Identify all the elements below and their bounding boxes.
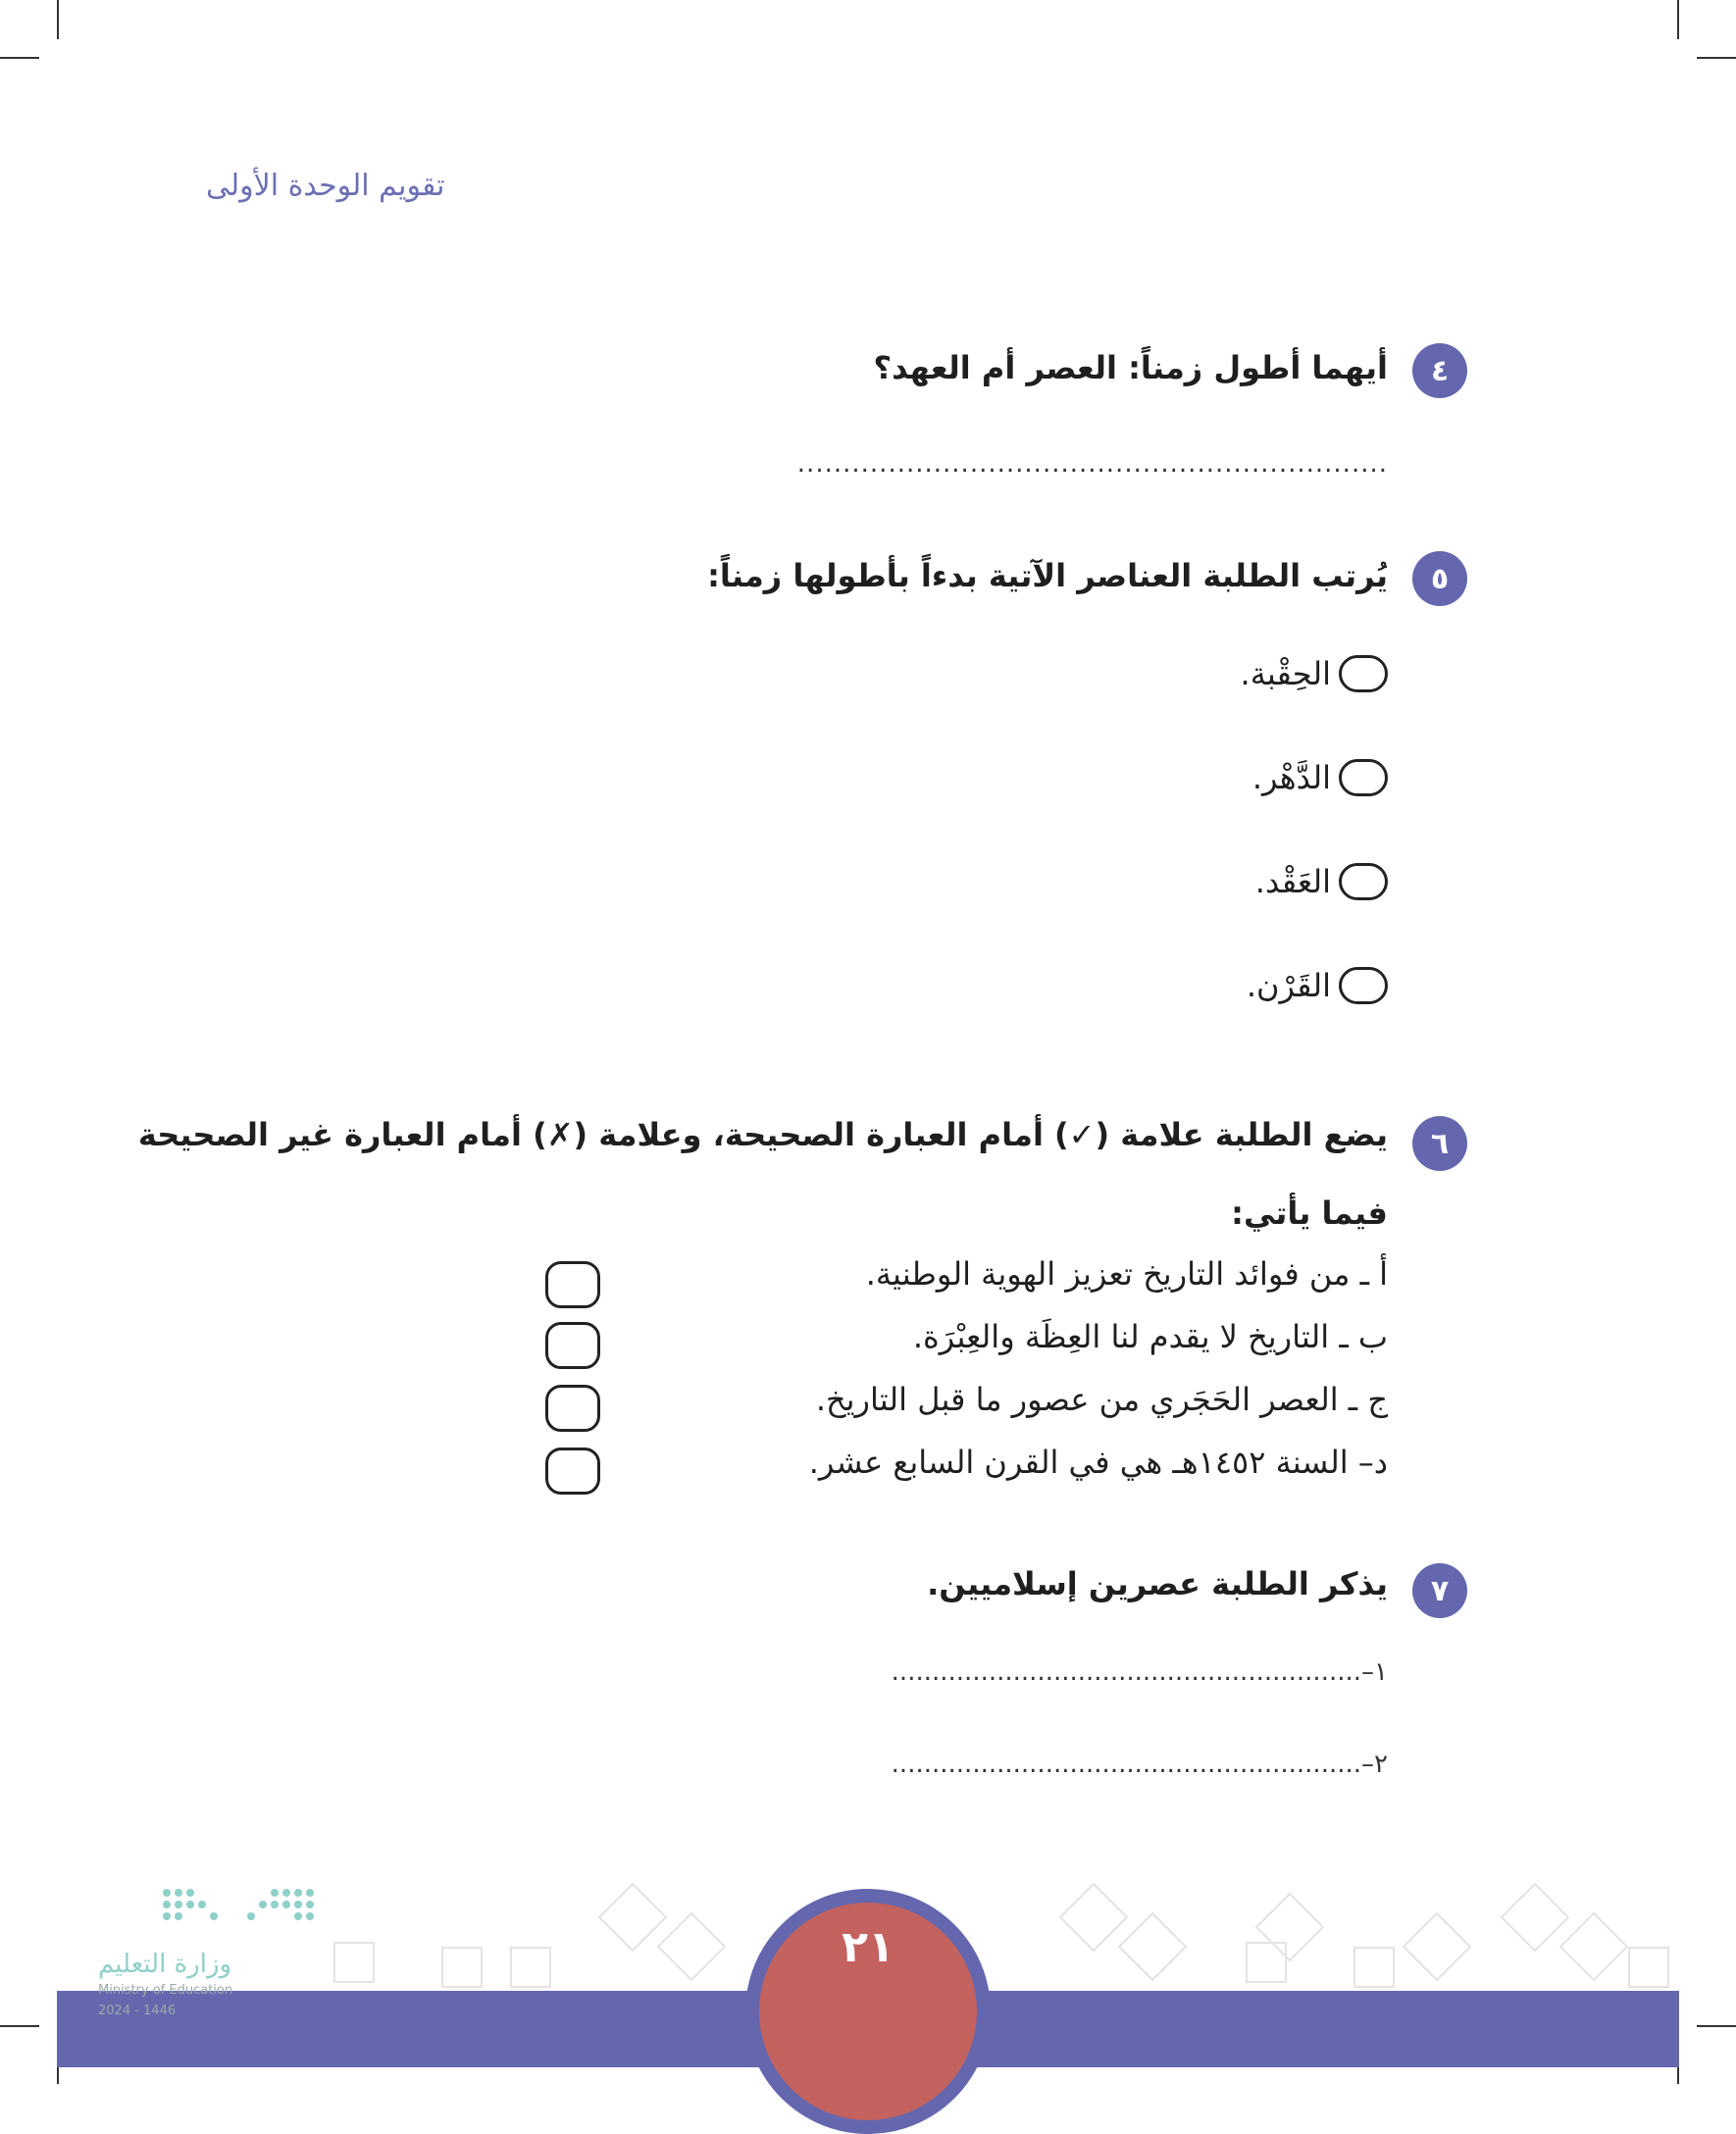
decor-square <box>1353 1947 1395 1988</box>
question-6-text-2: فيما يأتي: <box>1231 1194 1388 1232</box>
answer-box[interactable] <box>545 1261 600 1308</box>
decor-square <box>441 1947 483 1988</box>
question-4-text: أيهما أطول زمناً: العصر أم العهد؟ <box>873 349 1388 386</box>
crop-mark <box>1697 57 1736 59</box>
option-oval[interactable] <box>1339 759 1388 796</box>
decor-square <box>333 1942 375 1983</box>
question-7-text: يذكر الطلبة عصرين إسلاميين. <box>927 1565 1388 1602</box>
option-item[interactable] <box>1252 759 1388 796</box>
option-oval[interactable] <box>1339 655 1388 692</box>
answer-box[interactable] <box>545 1322 600 1369</box>
statement-b: ب ـ التاريخ لا يقدم لنا العِظَة والعِبْرَة. <box>912 1318 1388 1355</box>
decor-diamond <box>1118 1912 1188 1982</box>
page-number: ٢١ <box>842 1922 894 1972</box>
statement-c: ج ـ العصر الحَجَري من عصور ما قبل التاريخ. <box>815 1381 1388 1418</box>
answer-box[interactable] <box>545 1448 600 1495</box>
crop-mark <box>1677 0 1679 39</box>
page-title: تقويم الوحدة الأولى <box>206 169 445 203</box>
crop-mark <box>0 57 39 59</box>
question-number-6: ٦ <box>1412 1116 1467 1171</box>
option-oval[interactable] <box>1339 863 1388 900</box>
decor-diamond <box>598 1883 668 1953</box>
question-number-5: ٥ <box>1412 551 1467 606</box>
answer-line[interactable]: ................................................................. <box>796 449 1388 479</box>
decor-square <box>510 1947 551 1988</box>
answer-line[interactable]: ١–.......................................................... <box>891 1657 1388 1687</box>
crop-mark <box>57 0 59 39</box>
decor-square <box>1246 1942 1287 1983</box>
question-number-7: ٧ <box>1412 1563 1467 1618</box>
answer-line[interactable]: ٢–.......................................................... <box>891 1750 1388 1779</box>
option-label: الحِقْبة. <box>1240 655 1331 692</box>
question-number-4: ٤ <box>1412 343 1467 398</box>
decor-diamond <box>657 1912 727 1982</box>
decor-square <box>1628 1947 1669 1988</box>
option-oval[interactable] <box>1339 967 1388 1004</box>
ministry-logo-icon <box>157 1883 324 1932</box>
ministry-logo-text: وزارة التعليم <box>98 1950 232 1979</box>
crop-mark <box>1697 2025 1736 2027</box>
ministry-logo-subtitle: Ministry of Education <box>98 1983 233 1998</box>
option-label: العَقْد. <box>1254 863 1331 900</box>
crop-mark <box>0 2025 39 2027</box>
option-item[interactable] <box>1241 655 1388 692</box>
decor-diamond <box>1501 1883 1570 1953</box>
question-5-text: يُرتب الطلبة العناصر الآتية بدءاً بأطولها زمناً: <box>707 557 1388 594</box>
statement-a: أ ـ من فوائد التاريخ تعزيز الهوية الوطنية. <box>865 1255 1388 1293</box>
option-item[interactable] <box>1247 967 1388 1004</box>
option-label: القَرْن. <box>1246 967 1331 1004</box>
decor-diamond <box>1059 1883 1129 1953</box>
ministry-logo-year: 2024 - 1446 <box>98 2004 177 2018</box>
decor-diamond <box>1559 1912 1629 1982</box>
question-6-text: يضع الطلبة علامة (✓) أمام العبارة الصحيحة، وعلامة (✗) أمام العبارة غير الصحيحة <box>137 1116 1388 1153</box>
statement-d: د– السنة ١٤٥٢هـ هي في القرن السابع عشر. <box>808 1444 1388 1481</box>
answer-box[interactable] <box>545 1385 600 1432</box>
option-label: الدَّهْر. <box>1251 759 1331 796</box>
decor-diamond <box>1403 1912 1472 1982</box>
option-item[interactable] <box>1255 863 1388 900</box>
